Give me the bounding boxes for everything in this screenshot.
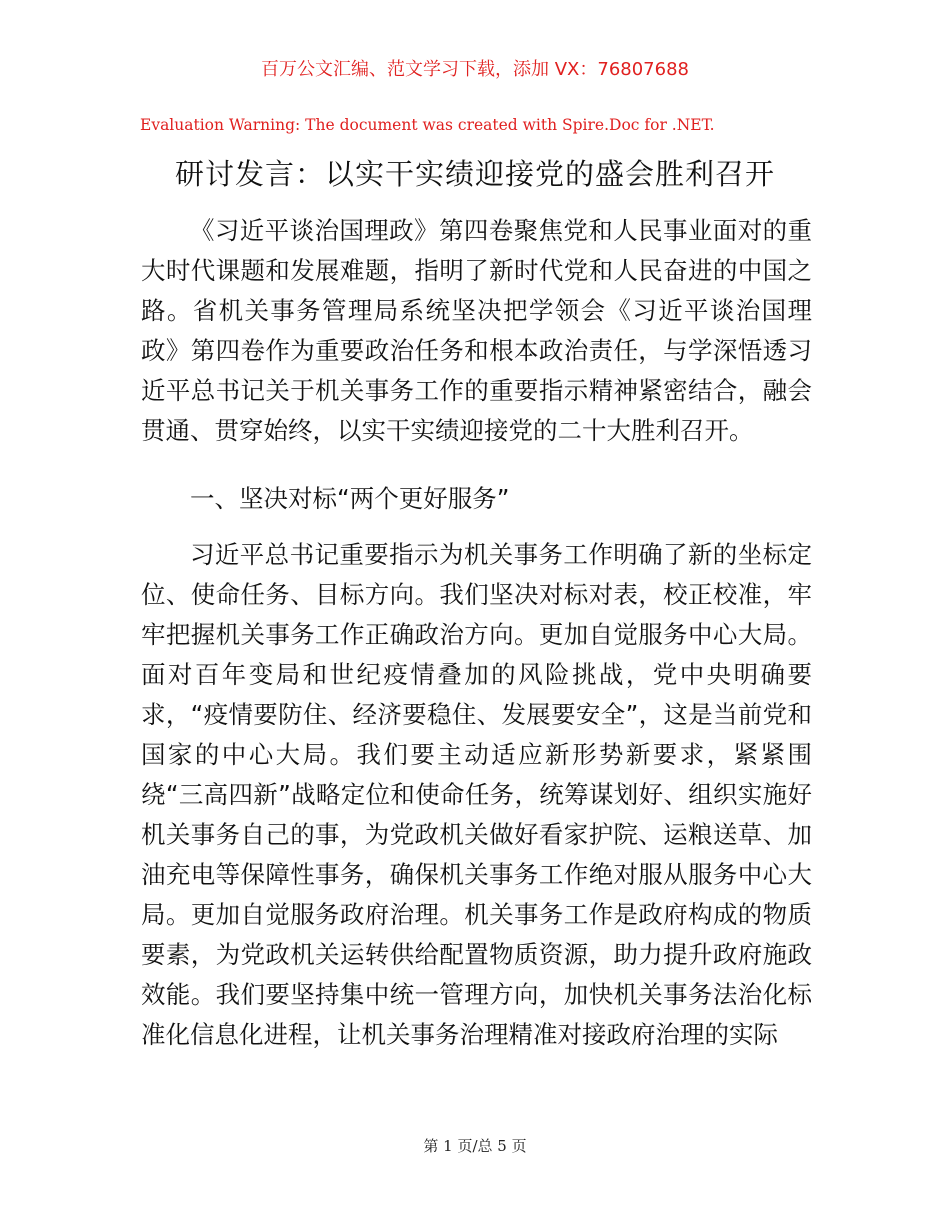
body-paragraph: 习近平总书记重要指示为机关事务工作明确了新的坐标定位、使命任务、目标方向。我们坚决对标对表，校正校准，牢牢把握机关事务工作正确政治方向。更加自觉服务中心大局。面对百年变局和世纪疫情叠加的风险挑战，党中央明确要求，“疫情要防住、经济要稳住、发展要安全”，这是当前党和国家的中心大局。我们要主动适应新形势新要求，紧紧围绕“三高四新”战略定位和使命任务，统筹谋划好、组织实施好机关事务自己的事，为党政机关做好看家护院、运粮送草、加油充电等保障性事务，确保机关事务工作绝对服从服务中心大局。更加自觉服务政府治理。机关事务工作是政府构成的物质要素，为党政机关运转供给配置物质资源，助力提升政府施政效能。我们要坚持集中统一管理方向，加快机关事务法治化标准化信息化进程，让机关事务治理精准对接政府治理的实际 — [141, 540, 812, 1049]
body-paragraph: 《习近平谈治国理政》第四卷聚焦党和人民事业面对的重大时代课题和发展难题，指明了新时代党和人民奋进的中国之路。省机关事务管理局系统坚决把学领会《习近平谈治国理政》第四卷作为重要政治任务和根本政治责任，与学深悟透习近平总书记关于机关事务工作的重要指示精神紧密结合，融会贯通、贯穿始终，以实干实绩迎接党的二十大胜利召开。 — [141, 216, 812, 445]
body-paragraph-1-block — [141, 211, 812, 451]
body-paragraph-2-block — [141, 535, 812, 1055]
document-title: 研讨发言：以实干实绩迎接党的盛会胜利召开 — [174, 157, 775, 191]
section-heading: 一、坚决对标“两个更好服务” — [190, 484, 510, 513]
evaluation-warning: Evaluation Warning: The document was created with Spire.Doc for .NET. — [140, 116, 715, 134]
header-banner: 百万公文汇编、范文学习下载，添加 VX：76807688 — [261, 59, 689, 80]
page-indicator: 第 1 页/总 5 页 — [423, 1137, 527, 1155]
